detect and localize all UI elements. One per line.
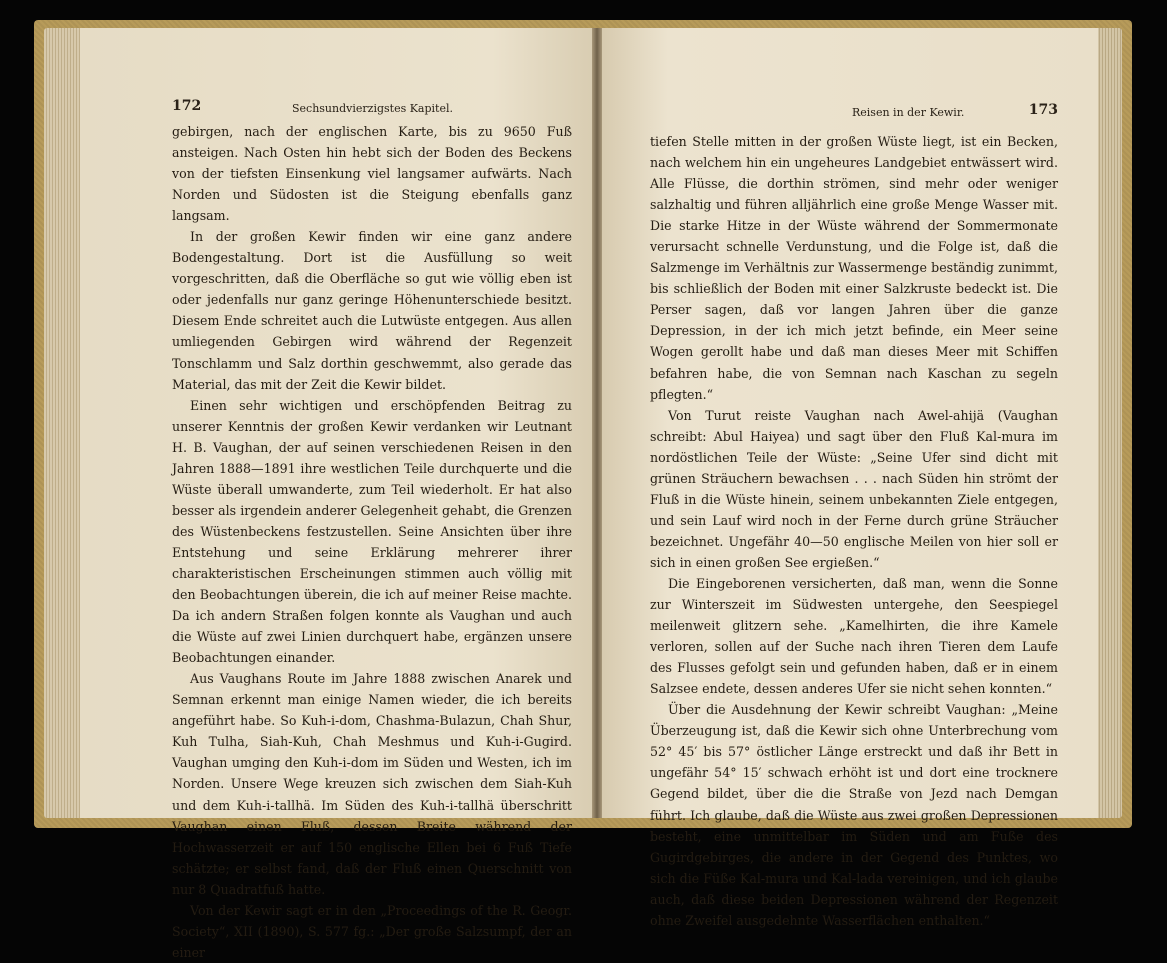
left-page-edges (44, 28, 84, 818)
paragraph: Über die Ausdehnung der Kewir schreibt Vaughan: „Meine Überzeugung ist, daß die Kewir sich ohne Unterbrechung vom 52° 45′ bis 57° östlicher Länge erstreckt und daß ihr Bett in ungefähr 54° 15′ schwach erhöht ist und dort eine trocknere Gegend bildet, über die die Straße von Jezd nach Demgan führt. Ich glaube, daß die Wüste aus zwei großen Depressionen besteht, eine unmittelbar im Süden und am Fuße des Gugirdgebirges, die andere in der Gegend des Punktes, wo sich die Füße Kal-mura und Kal-lada vereinigen, und ich glaube auch, daß diese beiden Depressionen während der Regenzeit ohne Zweifel ausgedehnte Wasserflächen enthalten.“ (650, 702, 1058, 928)
right-page (598, 28, 1098, 928)
paragraph: tiefen Stelle mitten in der großen Wüste liegt, ist ein Becken, nach welchem hin ein ungeheures Landgebiet entwässert wird. Alle Flüsse, die dorthin strömen, sind mehr oder weniger salzhaltig und führen alljährlich eine große Menge Wasser mit. Die starke Hitze in der Wüste während der Sommermonate verursacht schnelle Verdunstung, und die Folge ist, daß die Salzmenge im Verhältnis zur Wassermenge beständig zunimmt, bis schließlich der Boden mit einer Salzkruste bedeckt ist. Die Perser sagen, daß vor langen Jahren über die ganze Depression, in der ich mich jetzt befinde, ein Meer seine Wogen gerollt habe und daß man dieses Meer mit Schiffen befahren habe, die von Semnan nach Kaschan zu segeln pflegten.“ (650, 134, 1058, 402)
left-body-text (172, 121, 572, 963)
right-running-title: Reisen in der Kewir. (852, 106, 965, 119)
right-body-text (650, 131, 1058, 931)
paragraph: Von der Kewir sagt er in den „Proceedings of the R. Geogr. Society“, XII (1890), S. 577 fg.: „Der große Salzsumpf, der an einer (172, 902, 572, 960)
right-page-number: 173 (1028, 102, 1058, 118)
book-gutter (592, 28, 602, 818)
left-page-number: 172 (172, 98, 202, 114)
paragraph: In der großen Kewir finden wir eine ganz andere Bodengestaltung. Dort ist die Ausfüllung so weit vorgeschritten, daß die Oberfläche so gut wie völlig eben ist oder jedenfalls nur ganz geringe Höhenunterschiede besitzt. Diesem Ende schreitet auch die Lutwüste entgegen. Aus allen umliegenden Gebirgen wird während der Regenzeit Tonschlamm und Salz dorthin geschwemmt, also gerade das Material, das mit der Zeit die Kewir bildet. (172, 229, 572, 392)
right-page-edges (1094, 28, 1122, 818)
paragraph: Aus Vaughans Route im Jahre 1888 zwischen Anarek und Semnan erkennt man einige Namen wieder, die ich bereits angeführt habe. So Kuh-i-dom, Chashma-Bulazun, Chah Shur, Kuh Tulha, Siah-Kuh, Chah Meshmus und Kuh-i-Gugird. Vaughan umging den Kuh-i-dom im Süden und Westen, ich im Norden. Unsere Wege kreuzen sich zwischen dem Siah-Kuh und dem Kuh-i-tallhä. Im Süden des Kuh-i-tallhä überschritt Vaughan einen Fluß, dessen Breite während der Hochwasserzeit er auf 150 englische Ellen bei 6 Fuß Tiefe schätzte; er selbst fand, daß der Fluß einen Querschnitt von nur 8 Quadratfuß hatte. (172, 671, 572, 897)
left-page (80, 28, 596, 960)
paragraph: gebirgen, nach der englischen Karte, bis zu 9650 Fuß ansteigen. Nach Osten hin hebt sich der Boden des Beckens von der tiefsten Einsenkung viel langsamer aufwärts. Nach Norden und Südosten ist die Steigung ebenfalls ganz langsam. (172, 124, 572, 224)
paragraph: Einen sehr wichtigen und erschöpfenden Beitrag zu unserer Kenntnis der großen Kewir verdanken wir Leutnant H. B. Vaughan, der auf seinen verschiedenen Reisen in den Jahren 1888—1891 ihre westlichen Teile durchquerte und die Wüste überall umwanderte, zum Teil wiederholt. Er hat also besser als irgendein anderer Gelegenheit gehabt, die Grenzen des Wüstenbeckens festzustellen. Seine Ansichten über ihre Entstehung und seine Erklärung mehrerer ihrer charakteristischen Erscheinungen stimmen auch völlig mit den Beobachtungen überein, die ich auf meiner Reise machte. Da ich andern Straßen folgen konnte als Vaughan und auch die Wüste auf zwei Linien durchquert habe, ergänzen unsere Beobachtungen einander. (172, 397, 572, 666)
left-running-title: Sechsundvierzigstes Kapitel. (292, 102, 453, 115)
paragraph: Die Eingeborenen versicherten, daß man, wenn die Sonne zur Winterszeit im Südwesten untergehe, den Seespiegel meilenweit glitzern sehe. „Kamelhirten, die ihre Kamele verloren, sollen auf der Suche nach ihren Tieren dem Laufe des Flusses gefolgt sein und gefunden haben, daß er in einem Salzsee endete, dessen anderes Ufer sie nicht sehen konnten.“ (650, 575, 1058, 697)
paragraph: Von Turut reiste Vaughan nach Awel-ahijä (Vaughan schreibt: Abul Haiyea) und sagt über den Fluß Kal-mura im nordöstlichen Teile der Wüste: „Seine Ufer sind dicht mit grünen Sträuchern bewachsen . . . nach Süden hin strömt der Fluß in die Wüste hinein, seinem unbekannten Ziele entgegen, und sein Lauf wird noch in der Ferne durch grüne Sträucher bezeichnet. Ungefähr 40—50 englische Meilen von hier soll er sich in einen großen See ergießen.“ (650, 407, 1058, 570)
